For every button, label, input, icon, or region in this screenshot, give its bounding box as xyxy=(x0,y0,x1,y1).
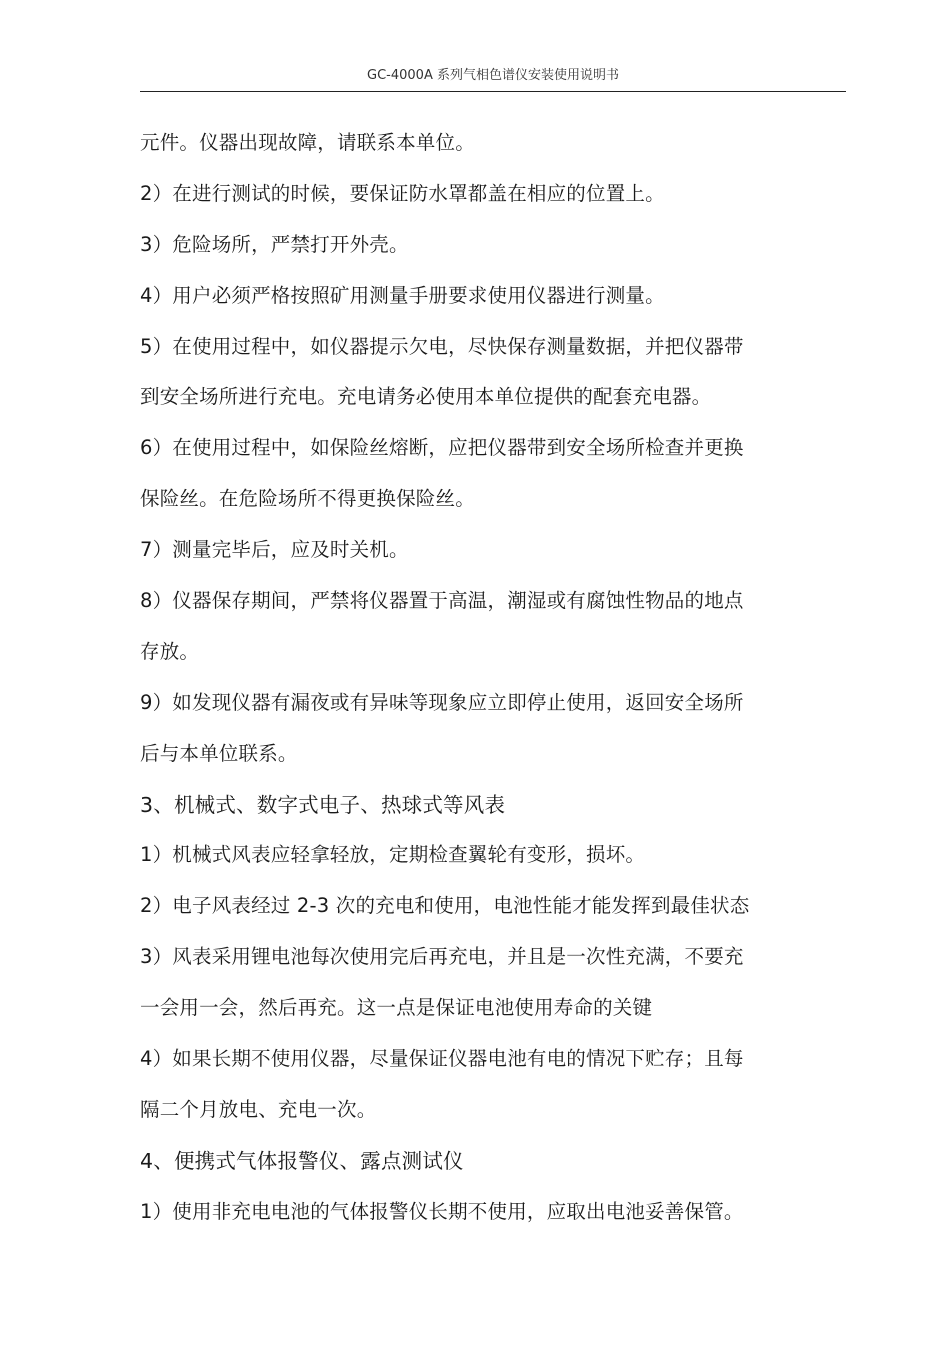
text-line: 保险丝。在危险场所不得更换保险丝。 xyxy=(140,487,475,511)
text-line: 3）危险场所，严禁打开外壳。 xyxy=(140,232,409,256)
text-line: 2）在进行测试的时候，要保证防水罩都盖在相应的位置上。 xyxy=(140,181,665,205)
text-line: 元件。仪器出现故障，请联系本单位。 xyxy=(140,131,475,154)
text-line: 隔二个月放电、充电一次。 xyxy=(140,1097,377,1121)
text-line: 8）仪器保存期间，严禁将仪器置于高温，潮湿或有腐蚀性物品的地点 xyxy=(140,589,744,613)
text-line: 后与本单位联系。 xyxy=(140,741,298,765)
text-line: 1）机械式风表应轻拿轻放，定期检查翼轮有变形，损坏。 xyxy=(140,843,646,867)
text-line: 一会用一会，然后再充。这一点是保证电池使用寿命的关键 xyxy=(140,996,653,1020)
text-line: 4）如果长期不使用仪器，尽量保证仪器电池有电的情况下贮存；且每 xyxy=(140,1047,744,1071)
text-line: 6）在使用过程中，如保险丝熔断，应把仪器带到安全场所检查并更换 xyxy=(140,436,744,460)
header-divider xyxy=(140,91,846,92)
text-line: 9）如发现仪器有漏夜或有异味等现象应立即停止使用，返回安全场所 xyxy=(140,690,744,714)
text-line: 到安全场所进行充电。充电请务必使用本单位提供的配套充电器。 xyxy=(140,385,712,409)
text-line: 7）测量完毕后，应及时关机。 xyxy=(140,538,409,562)
text-line: 存放。 xyxy=(140,639,200,663)
document-body xyxy=(140,118,820,1238)
text-line: 5）在使用过程中，如仪器提示欠电，尽快保存测量数据，并把仪器带 xyxy=(140,334,744,358)
text-line: 3）风表采用锂电池每次使用完后再充电，并且是一次性充满，不要充 xyxy=(140,945,744,969)
text-line: 1）使用非充电电池的气体报警仪长期不使用，应取出电池妥善保管。 xyxy=(140,1199,744,1223)
section-heading: 4、便携式气体报警仪、露点测试仪 xyxy=(140,1148,464,1173)
section-heading: 3、机械式、数字式电子、热球式等风表 xyxy=(140,792,506,817)
page-header: GC-4000A 系列气相色谱仪安装使用说明书 xyxy=(367,68,619,83)
text-line: 2）电子风表经过 2-3 次的充电和使用，电池性能才能发挥到最佳状态 xyxy=(140,894,750,918)
text-line: 4）用户必须严格按照矿用测量手册要求使用仪器进行测量。 xyxy=(140,283,665,307)
